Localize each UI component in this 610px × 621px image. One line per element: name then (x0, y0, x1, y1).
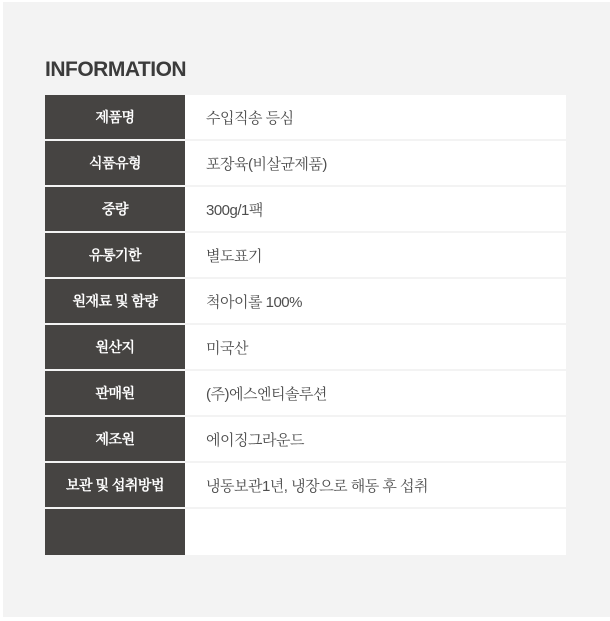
row-label: 중량 (45, 187, 185, 231)
row-value (185, 509, 566, 555)
row-value: 냉동보관1년, 냉장으로 해동 후 섭취 (185, 463, 566, 507)
row-value: 300g/1팩 (185, 187, 566, 231)
row-value: 척아이롤 100% (185, 279, 566, 323)
table-row (45, 509, 566, 555)
table-row (45, 187, 566, 231)
product-information-panel (3, 2, 610, 617)
row-value: 별도표기 (185, 233, 566, 277)
row-value: 포장육(비살균제품) (185, 141, 566, 185)
row-value: 수입직송 등심 (185, 95, 566, 139)
table-row (45, 417, 566, 461)
table-row (45, 325, 566, 369)
row-value: 에이징그라운드 (185, 417, 566, 461)
row-label: 원산지 (45, 325, 185, 369)
page-title: INFORMATION (45, 58, 187, 81)
information-section (45, 58, 566, 555)
row-label: 판매원 (45, 371, 185, 415)
row-label: 식품유형 (45, 141, 185, 185)
row-label (45, 509, 185, 555)
row-label: 원재료 및 함량 (45, 279, 185, 323)
row-value: 미국산 (185, 325, 566, 369)
table-row (45, 141, 566, 185)
table-row (45, 279, 566, 323)
table-row (45, 463, 566, 507)
table-row (45, 233, 566, 277)
table-row (45, 371, 566, 415)
table-row (45, 95, 566, 139)
row-label: 보관 및 섭취방법 (45, 463, 185, 507)
row-label: 유통기한 (45, 233, 185, 277)
row-label: 제품명 (45, 95, 185, 139)
row-label: 제조원 (45, 417, 185, 461)
product-info-table (45, 95, 566, 555)
row-value: (주)에스엔티솔루션 (185, 371, 566, 415)
